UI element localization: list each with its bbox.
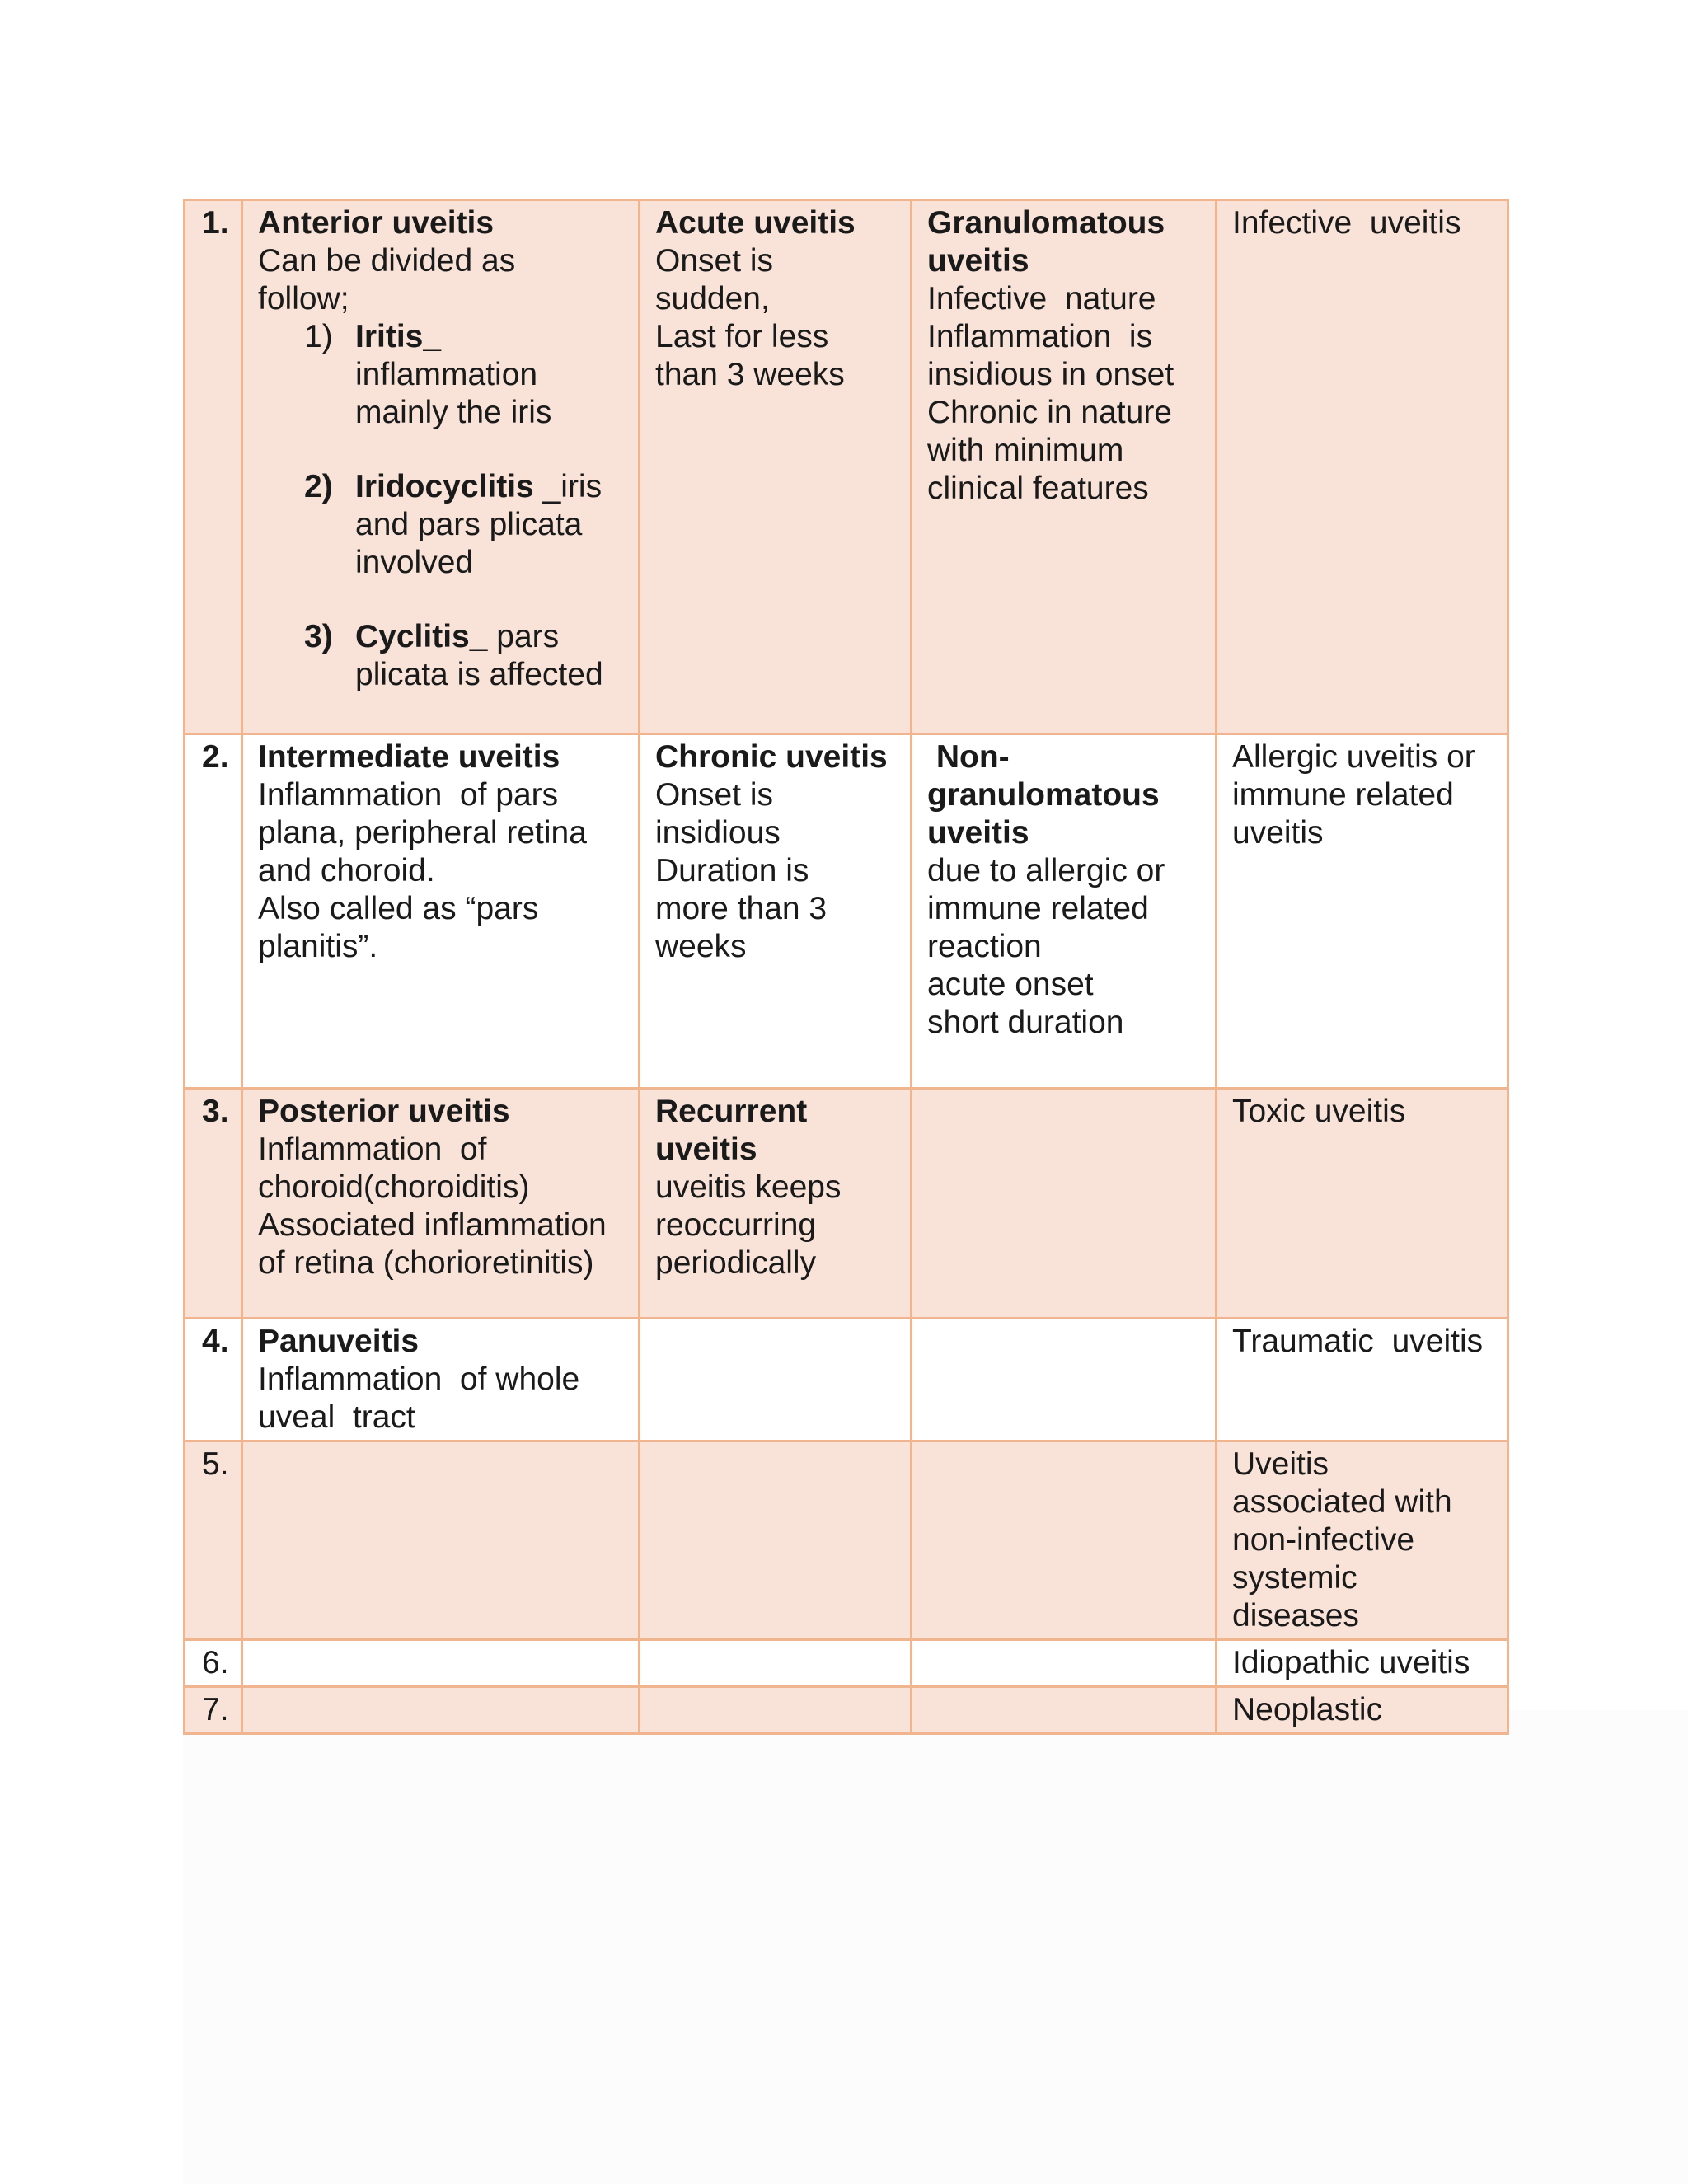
cell-text: immune related bbox=[927, 891, 1149, 926]
cell-text: Idiopathic uveitis bbox=[1232, 1645, 1470, 1680]
cell-title: Panuveitis bbox=[258, 1324, 420, 1359]
row-number: 2. bbox=[185, 734, 242, 1089]
list-marker: 1) bbox=[304, 319, 333, 354]
cell-text: weeks bbox=[655, 929, 747, 964]
cell-text: clinical features bbox=[927, 471, 1149, 506]
list-item-term: Iridocyclitis bbox=[355, 469, 534, 504]
cell-text: Uveitis bbox=[1232, 1446, 1329, 1482]
list-marker: 3) bbox=[304, 619, 333, 654]
list-item-text: pars plicata is affected bbox=[355, 619, 603, 692]
pathology-cell bbox=[912, 1687, 1217, 1734]
cell-text: short duration bbox=[927, 1005, 1124, 1040]
table-row bbox=[185, 1640, 1508, 1687]
cell-title: Granulomatous uveitis bbox=[927, 205, 1175, 279]
table-row bbox=[185, 1687, 1508, 1734]
uveitis-classification-table bbox=[183, 199, 1509, 1735]
cell-text: periodically bbox=[655, 1245, 817, 1281]
cell-text: Infective uveitis bbox=[1232, 205, 1461, 241]
cell-text: of retina (chorioretinitis) bbox=[258, 1245, 594, 1281]
cell-text: systemic bbox=[1232, 1560, 1357, 1596]
cell-text: uveal tract bbox=[258, 1399, 415, 1435]
pathology-cell bbox=[912, 1319, 1217, 1441]
cell-text: associated with bbox=[1232, 1484, 1452, 1520]
row-number: 3. bbox=[185, 1089, 242, 1319]
duration-cell bbox=[640, 1089, 912, 1319]
cell-text: uveitis bbox=[1232, 815, 1324, 851]
duration-cell bbox=[640, 1441, 912, 1640]
cell-text: due to allergic or bbox=[927, 853, 1165, 888]
cell-text: than 3 weeks bbox=[655, 357, 845, 392]
list-item bbox=[304, 468, 623, 582]
cell-text: Last for less bbox=[655, 319, 829, 354]
row-number: 7. bbox=[185, 1687, 242, 1734]
pathology-cell bbox=[912, 1640, 1217, 1687]
duration-cell bbox=[640, 1319, 912, 1441]
cell-text: uveitis keeps bbox=[655, 1169, 842, 1205]
cell-text: Inflammation of bbox=[258, 1132, 487, 1167]
cell-text: insidious bbox=[655, 815, 781, 851]
etiology-cell bbox=[1217, 1319, 1508, 1441]
cell-title: Recurrent uveitis bbox=[655, 1094, 817, 1167]
table-row bbox=[185, 1441, 1508, 1640]
etiology-cell bbox=[1217, 200, 1508, 734]
list-item-text: _iris and pars plicata involved bbox=[355, 469, 603, 580]
cell-text: with minimum bbox=[927, 433, 1124, 468]
location-cell bbox=[242, 1687, 640, 1734]
etiology-cell bbox=[1217, 734, 1508, 1089]
etiology-cell bbox=[1217, 1687, 1508, 1734]
row-number: 1. bbox=[185, 200, 242, 734]
cell-title: Acute uveitis bbox=[655, 205, 856, 241]
table-row bbox=[185, 200, 1508, 734]
cell-text: immune related bbox=[1232, 777, 1454, 813]
cell-text: choroid(choroiditis) bbox=[258, 1169, 530, 1205]
cell-text: Infective nature bbox=[927, 281, 1156, 316]
cell-title: Chronic uveitis bbox=[655, 739, 888, 775]
cell-title: Anterior uveitis bbox=[258, 205, 495, 241]
list-item-term: Cyclitis_ bbox=[355, 619, 488, 654]
pathology-cell bbox=[912, 200, 1217, 734]
cell-text: planitis”. bbox=[258, 929, 378, 964]
cell-text: Duration is bbox=[655, 853, 809, 888]
pathology-cell bbox=[912, 1089, 1217, 1319]
row-number: 5. bbox=[185, 1441, 242, 1640]
duration-cell bbox=[640, 1640, 912, 1687]
cell-text: Inflammation of pars bbox=[258, 777, 559, 813]
cell-text: Can be divided as bbox=[258, 243, 516, 279]
list-item-term: Iritis_ bbox=[355, 319, 442, 354]
pathology-cell bbox=[912, 734, 1217, 1089]
list-item-text: inflammation mainly the iris bbox=[355, 357, 552, 430]
location-cell bbox=[242, 734, 640, 1089]
cell-text: plana, peripheral retina bbox=[258, 815, 587, 851]
cell-text: Traumatic uveitis bbox=[1232, 1324, 1484, 1359]
etiology-cell bbox=[1217, 1640, 1508, 1687]
cell-text: reaction bbox=[927, 929, 1042, 964]
cell-text: Inflammation is bbox=[927, 319, 1153, 354]
duration-cell bbox=[640, 1687, 912, 1734]
location-cell bbox=[242, 1640, 640, 1687]
list-marker: 2) bbox=[304, 469, 333, 504]
etiology-cell bbox=[1217, 1441, 1508, 1640]
cell-text: acute onset bbox=[927, 967, 1094, 1002]
table-row bbox=[185, 1319, 1508, 1441]
cell-text: insidious in onset bbox=[927, 357, 1175, 392]
location-cell bbox=[242, 1441, 640, 1640]
cell-text: Associated inflammation bbox=[258, 1207, 607, 1243]
page-background-tint bbox=[183, 1710, 1688, 2184]
cell-text: Allergic uveitis or bbox=[1232, 739, 1475, 775]
duration-cell bbox=[640, 734, 912, 1089]
location-cell bbox=[242, 200, 640, 734]
cell-text: and choroid. bbox=[258, 853, 435, 888]
duration-cell bbox=[640, 200, 912, 734]
row-number: 6. bbox=[185, 1640, 242, 1687]
cell-text: non-infective bbox=[1232, 1522, 1415, 1558]
location-cell bbox=[242, 1089, 640, 1319]
cell-text: diseases bbox=[1232, 1598, 1359, 1633]
cell-text: Toxic uveitis bbox=[1232, 1094, 1406, 1129]
cell-text: sudden, bbox=[655, 281, 770, 316]
table-row bbox=[185, 734, 1508, 1089]
cell-title: Non-granulomatous uveitis bbox=[927, 739, 1169, 851]
etiology-cell bbox=[1217, 1089, 1508, 1319]
cell-text: more than 3 bbox=[655, 891, 828, 926]
table-row bbox=[185, 1089, 1508, 1319]
cell-text: Onset is bbox=[655, 777, 774, 813]
row-number: 4. bbox=[185, 1319, 242, 1441]
list-item bbox=[304, 318, 623, 432]
cell-text: Chronic in nature bbox=[927, 395, 1172, 430]
cell-title: Intermediate uveitis bbox=[258, 739, 560, 775]
cell-title: Posterior uveitis bbox=[258, 1094, 510, 1129]
cell-text: Inflammation of whole bbox=[258, 1361, 580, 1397]
pathology-cell bbox=[912, 1441, 1217, 1640]
cell-text: Also called as “pars bbox=[258, 891, 539, 926]
cell-text: reoccurring bbox=[655, 1207, 817, 1243]
location-cell bbox=[242, 1319, 640, 1441]
cell-text: Neoplastic bbox=[1232, 1692, 1383, 1727]
cell-text: Onset is bbox=[655, 243, 774, 279]
list-item bbox=[304, 618, 623, 694]
cell-text: follow; bbox=[258, 281, 349, 316]
